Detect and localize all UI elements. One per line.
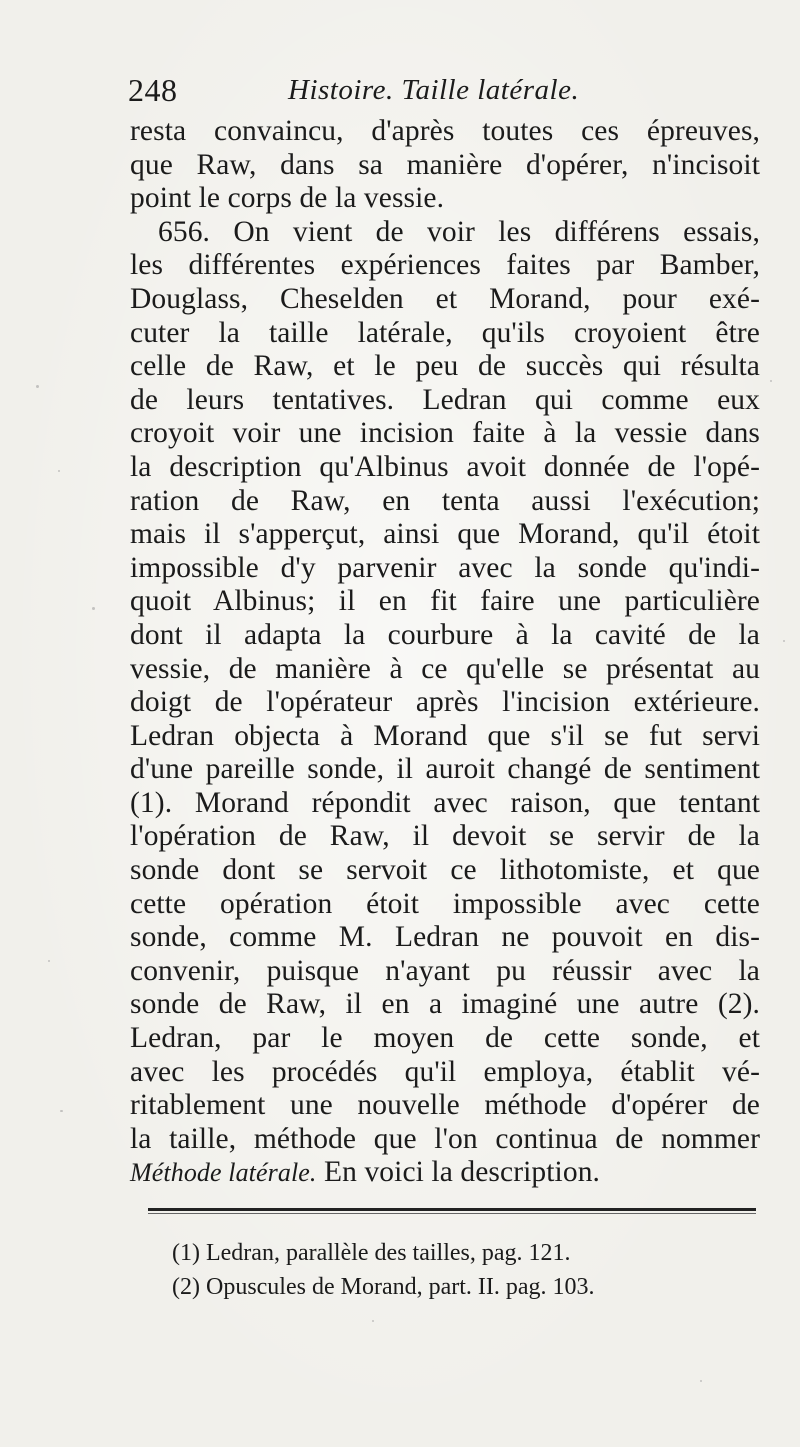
body-text	[130, 115, 760, 1190]
text-line: la taille, méthode que l'on continua de nommer	[130, 1122, 760, 1155]
footnotes	[172, 1236, 742, 1304]
text-line: Ledran objecta à Morand que s'il se fut servi	[130, 719, 760, 752]
footnote-2: (2) Opuscules de Morand, part. II. pag. 103.	[172, 1274, 595, 1300]
text-line: cette opération étoit impossible avec cette	[130, 887, 760, 920]
text-line: la description qu'Albinus avoit donnée de l'opé-	[130, 450, 760, 483]
text-line: de leurs tentatives. Ledran qui comme eux	[130, 383, 760, 416]
text-line: quoit Albinus; il en fit faire une particulière	[130, 585, 760, 618]
text-line: vessie, de manière à ce qu'elle se présentat au	[130, 652, 760, 685]
final-sentence: En voici la description.	[316, 1156, 601, 1189]
text-line: que Raw, dans sa manière d'opérer, n'incisoit	[130, 148, 760, 181]
text-line: (1). Morand répondit avec raison, que tentant	[130, 786, 760, 819]
text-line: doigt de l'opérateur après l'incision extérieure.	[130, 686, 760, 719]
scan-speck	[48, 960, 50, 962]
running-title: Histoire. Taille latérale.	[288, 74, 580, 106]
scan-speck	[783, 640, 785, 642]
scan-speck	[372, 1320, 374, 1322]
text-line: sonde, comme M. Ledran ne pouvoit en dis-	[130, 921, 760, 954]
method-name-italic: Méthode latérale.	[130, 1158, 317, 1188]
paragraph-656-start: 656. On vient de voir les différens essais,	[158, 215, 760, 248]
scan-speck	[58, 470, 60, 472]
text-line: ration de Raw, en tenta aussi l'exécution;	[130, 484, 760, 517]
text-line: mais il s'apperçut, ainsi que Morand, qu'il étoit	[130, 518, 760, 551]
text-line: sonde de Raw, il en a imaginé une autre (2).	[130, 988, 760, 1021]
scan-speck	[700, 1380, 702, 1382]
text-line: point le corps de la vessie.	[130, 182, 445, 215]
scan-speck	[36, 385, 39, 388]
scan-speck	[770, 380, 772, 382]
footnote-rule	[148, 1208, 756, 1211]
page-header	[128, 70, 768, 120]
scan-speck	[92, 607, 95, 610]
text-line: ritablement une nouvelle méthode d'opérer de	[130, 1089, 760, 1122]
text-line: resta convaincu, d'après toutes ces épreuves,	[130, 115, 760, 147]
text-line: croyoit voir une incision faite à la vessie dans	[130, 417, 760, 450]
page-number: 248	[128, 72, 178, 108]
scan-speck	[60, 1110, 63, 1112]
text-line: celle de Raw, et le peu de succès qui résulta	[130, 350, 760, 383]
footnote-1: (1) Ledran, parallèle des tailles, pag. 121.	[172, 1240, 571, 1266]
text-line: l'opération de Raw, il devoit se servir de la	[130, 820, 760, 853]
text-line: convenir, puisque n'ayant pu réussir avec la	[130, 954, 760, 987]
text-line: cuter la taille latérale, qu'ils croyoient être	[130, 316, 760, 349]
text-line: les différentes expériences faites par Bamber,	[130, 249, 760, 282]
text-line: Ledran, par le moyen de cette sonde, et	[130, 1022, 760, 1055]
text-line: dont il adapta la courbure à la cavité de la	[130, 618, 760, 651]
text-line-final	[130, 1156, 760, 1190]
text-line: impossible d'y parvenir avec la sonde qu'indi-	[130, 551, 760, 584]
text-line: avec les procédés qu'il employa, établit vé-	[130, 1055, 760, 1088]
text-line: sonde dont se servoit ce lithotomiste, et que	[130, 854, 760, 887]
text-line: d'une pareille sonde, il auroit changé de sentiment	[130, 753, 760, 786]
footnote-rule-thin	[148, 1213, 756, 1214]
text-line: Douglass, Cheselden et Morand, pour exé-	[130, 282, 760, 315]
